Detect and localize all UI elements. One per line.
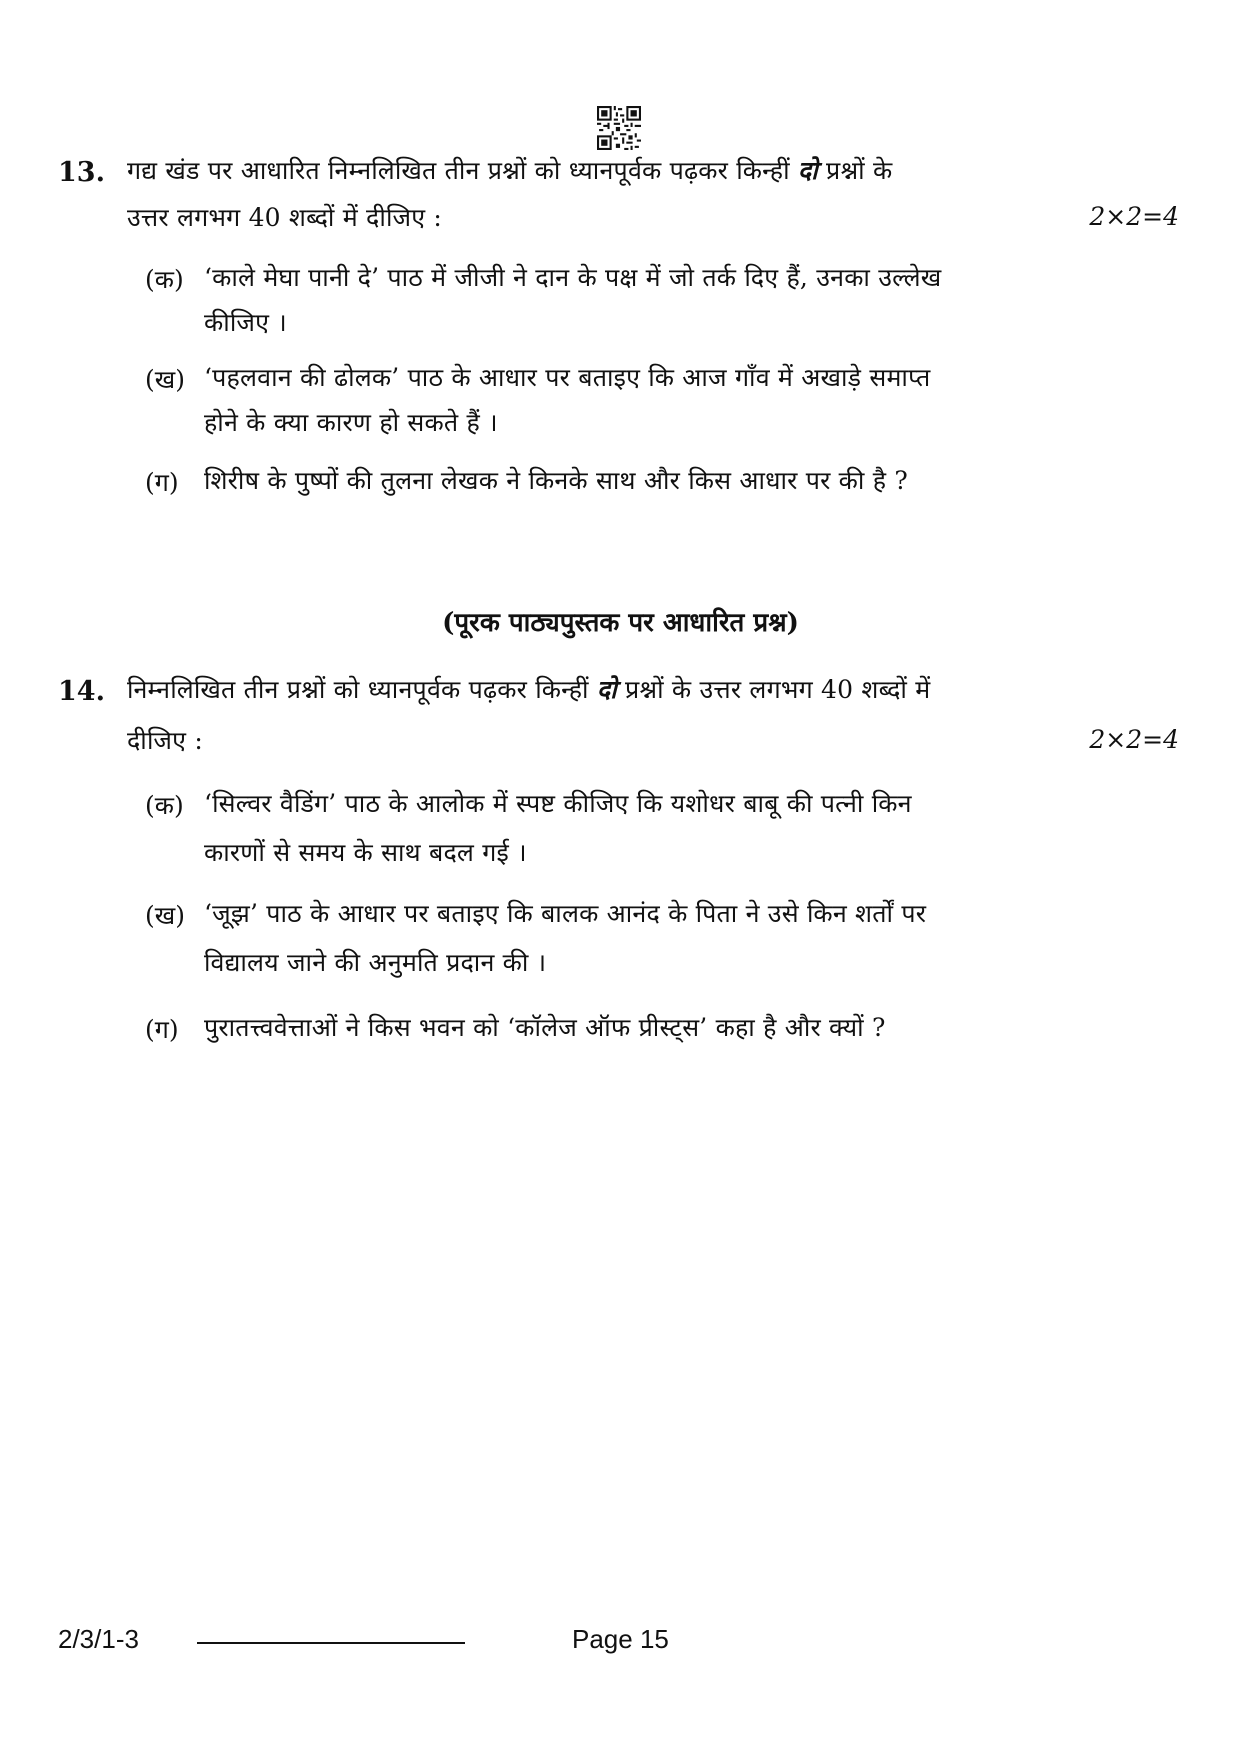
question-14-marks: 2×2=4 (1089, 725, 1179, 754)
question-14-part-text: पुरातत्त्ववेत्ताओं ने किस भवन को ‘कॉलेज ऑफ प्रीस्ट्स’ कहा है और क्यों ? (204, 1013, 886, 1042)
question-13-text-part: प्रश्नों के (826, 156, 893, 185)
qr-code-icon (597, 106, 641, 150)
question-14-part-text: कारणों से समय के साथ बदल गई । (204, 838, 527, 867)
question-13-part-text: कीजिए । (204, 308, 287, 337)
section-heading: (पूरक पाठ्यपुस्तक पर आधारित प्रश्न) (442, 608, 799, 638)
question-13-part-text: ‘पहलवान की ढोलक’ पाठ के आधार पर बताइए कि आज गाँव में अखाड़े समाप्त (204, 363, 931, 392)
question-13-marks: 2×2=4 (1089, 202, 1179, 231)
footer-paper-code: 2/3/1-3 (58, 1624, 139, 1654)
question-13-part-text: शिरीष के पुष्पों की तुलना लेखक ने किनके साथ और किस आधार पर की है ? (204, 466, 908, 495)
question-13-part-label: (ख) (145, 365, 185, 394)
question-14-part-text: ‘सिल्वर वैडिंग’ पाठ के आलोक में स्पष्ट कीजिए कि यशोधर बाबू की पत्नी किन (204, 789, 912, 818)
question-14-text-line2: दीजिए : (127, 726, 203, 755)
question-13-part-label: (क) (145, 265, 184, 294)
question-14-text-line1 (127, 672, 930, 706)
question-14-part-label: (ख) (145, 901, 185, 930)
question-13-text-line1 (127, 153, 892, 187)
question-14-text-part: प्रश्नों के उत्तर लगभग 40 शब्दों में (625, 675, 931, 704)
footer-page-number: Page 15 (572, 1624, 669, 1654)
question-13-part-label: (ग) (145, 468, 179, 497)
question-13-text-line2: उत्तर लगभग 40 शब्दों में दीजिए : (127, 203, 443, 232)
question-14-part-label: (ग) (145, 1015, 179, 1044)
question-13-part-text: होने के क्या कारण हो सकते हैं । (204, 408, 498, 437)
question-14-part-label: (क) (145, 791, 184, 820)
footer-divider (197, 1642, 465, 1644)
question-13-number: 13. (58, 157, 105, 188)
question-14-text-part: निम्नलिखित तीन प्रश्नों को ध्यानपूर्वक पढ़कर किन्हीं (127, 675, 589, 704)
question-13-part-text: ‘काले मेघा पानी दे’ पाठ में जीजी ने दान के पक्ष में जो तर्क दिए हैं, उनका उल्लेख (204, 263, 942, 292)
question-14-part-text: ‘जूझ’ पाठ के आधार पर बताइए कि बालक आनंद के पिता ने उसे किन शर्तों पर (204, 899, 927, 928)
question-13-emphasis: दो (797, 156, 818, 185)
question-13-text-part: गद्य खंड पर आधारित निम्नलिखित तीन प्रश्नों को ध्यानपूर्वक पढ़कर किन्हीं (127, 156, 790, 185)
question-14-emphasis: दो (596, 675, 617, 704)
question-14-part-text: विद्यालय जाने की अनुमति प्रदान की । (204, 948, 547, 977)
question-14-number: 14. (58, 676, 105, 707)
